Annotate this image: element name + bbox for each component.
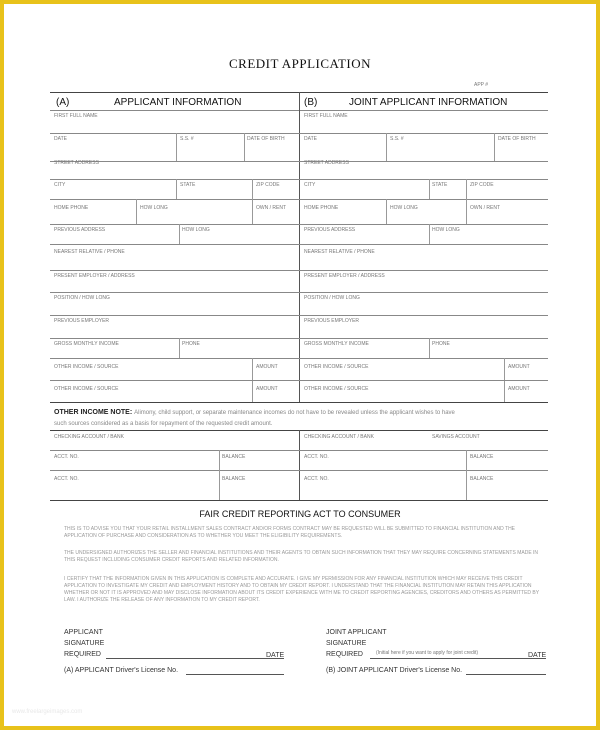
applicant-checking-field[interactable]: CHECKING ACCOUNT / BANK <box>54 434 124 440</box>
applicant-acct-no-2-field[interactable]: ACCT. NO. <box>54 476 79 482</box>
joint-other-income-field[interactable]: OTHER INCOME / SOURCE <box>304 364 369 370</box>
joint-zip-field[interactable]: ZIP CODE <box>470 182 494 188</box>
applicant-home-phone-field[interactable]: HOME PHONE <box>54 205 89 211</box>
applicant-other-income-2-field[interactable]: OTHER INCOME / SOURCE <box>54 386 119 392</box>
rule <box>176 133 177 161</box>
applicant-acct-no-field[interactable]: ACCT. NO. <box>54 454 79 460</box>
joint-prev-address-field[interactable]: PREVIOUS ADDRESS <box>304 227 356 233</box>
rule <box>386 133 387 161</box>
applicant-state-field[interactable]: STATE <box>180 182 196 188</box>
joint-how-long-field[interactable]: HOW LONG <box>390 205 418 211</box>
rule <box>299 179 548 180</box>
joint-income-field[interactable]: GROSS MONTHLY INCOME <box>304 341 369 347</box>
rule <box>50 470 548 471</box>
joint-signature-line[interactable] <box>370 658 546 659</box>
rule <box>299 292 548 293</box>
rule <box>50 500 548 501</box>
joint-acct-no-field[interactable]: ACCT. NO. <box>304 454 329 460</box>
rule <box>244 133 245 161</box>
rule <box>299 133 548 134</box>
rule <box>252 199 253 224</box>
applicant-full-name-field[interactable]: FIRST FULL NAME <box>54 113 98 119</box>
other-income-note <box>54 409 455 416</box>
rule <box>299 338 548 339</box>
joint-how-long-2-field[interactable]: HOW LONG <box>432 227 460 233</box>
applicant-amount-field[interactable]: AMOUNT <box>256 364 278 370</box>
applicant-prev-employer-field[interactable]: PREVIOUS EMPLOYER <box>54 318 110 324</box>
fcra-paragraph-3: I CERTIFY THAT THE INFORMATION GIVEN IN THIS APPLICATION IS COMPLETE AND ACCURATE. I GIVE MY PERMISSION FOR ANY FINANCIAL INSTITUTION WHICH MAY RECEIVE THIS CREDIT APPLICATION TO INVESTIGATE MY CREDIT AND EMPLOYMENT HISTORY AND TO OBTAIN MY CREDIT REPORT. I UNDERSTAND THAT THE FINANCIAL INSTITUTION MAY RETAIN THIS APPLICATION WHETHER OR NOT IT IS APPROVED AND MAY DISCLOSE INFORMATION ABOUT ITS CREDIT EXPERIENCE WITH ME TO CREDIT REPORTING AGENCIES, CREDITORS AND OTHERS AS PERMITTED BY LAW. I AUTHORIZE THE RELEASE OF ANY INFORMATION TO MY CREDIT REPORT. <box>64 576 539 603</box>
rule <box>179 338 180 358</box>
joint-signature-label-2: SIGNATURE <box>326 640 367 647</box>
applicant-birth-date-field[interactable]: DATE OF BIRTH <box>247 136 285 142</box>
applicant-address-field[interactable]: STREET ADDRESS <box>54 160 99 166</box>
joint-employer-field[interactable]: PRESENT EMPLOYER / ADDRESS <box>304 273 385 279</box>
other-income-note-label: OTHER INCOME NOTE: <box>54 409 133 416</box>
rule <box>466 450 467 470</box>
joint-signature-label-1: JOINT APPLICANT <box>326 629 387 636</box>
joint-savings-field[interactable]: SAVINGS ACCOUNT <box>432 434 480 440</box>
rule <box>299 315 548 316</box>
applicant-amount-2-field[interactable]: AMOUNT <box>256 386 278 392</box>
joint-own-rent-field[interactable]: OWN / RENT <box>470 205 500 211</box>
joint-city-field[interactable]: CITY <box>304 182 316 188</box>
applicant-balance-2-field[interactable]: BALANCE <box>222 476 246 482</box>
applicant-signature-line[interactable] <box>106 658 284 659</box>
joint-balance-field[interactable]: BALANCE <box>470 454 494 460</box>
rule <box>429 338 430 358</box>
rule <box>299 358 548 359</box>
joint-amount-2-field[interactable]: AMOUNT <box>508 386 530 392</box>
rule <box>50 292 299 293</box>
app-number-label: APP # <box>474 82 489 88</box>
applicant-section-letter: (A) <box>56 97 70 108</box>
fcra-paragraph-2: THE UNDERSIGNED AUTHORIZES THE SELLER AND FINANCIAL INSTITUTIONS AND THEIR AGENTS TO OBTAIN SUCH INFORMATION THAT THEY MAY REQUIRE CONCERNING STATEMENTS MADE IN THIS REQUEST INCLUDING CONSUMER CREDIT REPORTS AND RELATED INFORMATION. <box>64 550 539 563</box>
joint-acct-no-2-field[interactable]: ACCT. NO. <box>304 476 329 482</box>
rule <box>50 358 299 359</box>
applicant-license-line[interactable] <box>186 674 284 675</box>
rule <box>50 133 299 134</box>
joint-section-header: JOINT APPLICANT INFORMATION <box>349 97 508 108</box>
applicant-city-field[interactable]: CITY <box>54 182 66 188</box>
applicant-phone-field[interactable]: PHONE <box>182 341 200 347</box>
applicant-employer-field[interactable]: PRESENT EMPLOYER / ADDRESS <box>54 273 135 279</box>
rule <box>50 244 299 245</box>
joint-phone-field[interactable]: PHONE <box>432 341 450 347</box>
other-income-note-text: Alimony, child support, or separate maintenance incomes do not have to be revealed unless the applicant wishes to have <box>134 410 455 416</box>
rule <box>299 270 548 271</box>
applicant-license-label: (A) APPLICANT Driver's License No. <box>64 667 179 674</box>
joint-relative-field[interactable]: NEAREST RELATIVE / PHONE <box>304 249 375 255</box>
joint-state-field[interactable]: STATE <box>432 182 448 188</box>
applicant-other-income-field[interactable]: OTHER INCOME / SOURCE <box>54 364 119 370</box>
applicant-ssn-field[interactable]: S.S. # <box>180 136 194 142</box>
applicant-signature-label-1: APPLICANT <box>64 629 103 636</box>
rule <box>299 244 548 245</box>
credit-application-form <box>4 4 596 726</box>
joint-full-name-field[interactable]: FIRST FULL NAME <box>304 113 348 119</box>
rule <box>50 402 548 403</box>
rule <box>252 179 253 199</box>
rule <box>466 199 467 224</box>
rule <box>50 315 299 316</box>
joint-date-label: DATE <box>528 652 547 659</box>
rule <box>219 450 220 470</box>
applicant-signature-label-3: REQUIRED <box>64 651 101 658</box>
form-title: CREDIT APPLICATION <box>228 56 372 71</box>
joint-balance-2-field[interactable]: BALANCE <box>470 476 494 482</box>
rule <box>50 380 299 381</box>
applicant-relative-field[interactable]: NEAREST RELATIVE / PHONE <box>54 249 125 255</box>
joint-license-label: (B) JOINT APPLICANT Driver's License No. <box>326 667 463 674</box>
rule <box>50 199 299 200</box>
rule <box>50 338 299 339</box>
joint-license-line[interactable] <box>466 674 546 675</box>
rule <box>50 179 299 180</box>
other-income-note-text-2: such sources considered as a basis for repayment of the requested credit amount. <box>54 421 273 427</box>
rule <box>386 199 387 224</box>
joint-position-field[interactable]: POSITION / HOW LONG <box>304 295 360 301</box>
rule <box>299 224 548 225</box>
joint-prev-employer-field[interactable]: PREVIOUS EMPLOYER <box>304 318 360 324</box>
rule <box>429 224 430 244</box>
rule <box>429 179 430 199</box>
column-divider <box>299 92 300 402</box>
rule <box>176 179 177 199</box>
joint-signature-label-3: REQUIRED <box>326 651 363 658</box>
rule <box>50 450 548 451</box>
joint-other-income-2-field[interactable]: OTHER INCOME / SOURCE <box>304 386 369 392</box>
rule <box>136 199 137 224</box>
applicant-own-rent-field[interactable]: OWN / RENT <box>256 205 286 211</box>
applicant-zip-field[interactable]: ZIP CODE <box>256 182 280 188</box>
joint-address-field[interactable]: STREET ADDRESS <box>304 160 349 166</box>
rule <box>466 179 467 199</box>
joint-home-phone-field[interactable]: HOME PHONE <box>304 205 339 211</box>
joint-checking-field[interactable]: CHECKING ACCOUNT / BANK <box>304 434 374 440</box>
fcra-paragraph-1: THIS IS TO ADVISE YOU THAT YOUR RETAIL INSTALLMENT SALES CONTRACT AND/OR FORMS CONTRACT MAY BE REQUESTED WILL BE SUBMITTED TO FINANCIAL INSTITUTION AND THE APPLICATION OF PURCHASE AND CONSIDERATION AS TO WHETHER YOU MEET THE ELIGIBILITY REQUIREMENTS. <box>64 526 516 539</box>
joint-birth-date-field[interactable]: DATE OF BIRTH <box>498 136 536 142</box>
joint-initial-hint: (Initial here if you want to apply for joint credit) <box>376 650 478 656</box>
rule <box>50 224 299 225</box>
applicant-date-label: DATE <box>266 652 285 659</box>
applicant-prev-address-field[interactable]: PREVIOUS ADDRESS <box>54 227 106 233</box>
joint-ssn-field[interactable]: S.S. # <box>390 136 404 142</box>
joint-section-letter: (B) <box>304 97 318 108</box>
rule <box>179 224 180 244</box>
rule <box>219 470 220 500</box>
applicant-section-header: APPLICANT INFORMATION <box>114 97 242 108</box>
rule <box>50 270 299 271</box>
rule <box>466 470 467 500</box>
rule <box>299 199 548 200</box>
joint-date-field[interactable]: DATE <box>304 136 317 142</box>
rule <box>299 380 548 381</box>
watermark: www.freelargeimages.com <box>12 709 83 715</box>
column-divider-bank <box>299 430 300 500</box>
applicant-position-field[interactable]: POSITION / HOW LONG <box>54 295 110 301</box>
applicant-income-field[interactable]: GROSS MONTHLY INCOME <box>54 341 119 347</box>
applicant-signature-label-2: SIGNATURE <box>64 640 105 647</box>
applicant-date-field[interactable]: DATE <box>54 136 67 142</box>
joint-amount-field[interactable]: AMOUNT <box>508 364 530 370</box>
applicant-how-long-field[interactable]: HOW LONG <box>140 205 168 211</box>
applicant-how-long-2-field[interactable]: HOW LONG <box>182 227 210 233</box>
fcra-title: FAIR CREDIT REPORTING ACT TO CONSUMER <box>199 509 401 519</box>
applicant-balance-field[interactable]: BALANCE <box>222 454 246 460</box>
rule <box>494 133 495 161</box>
